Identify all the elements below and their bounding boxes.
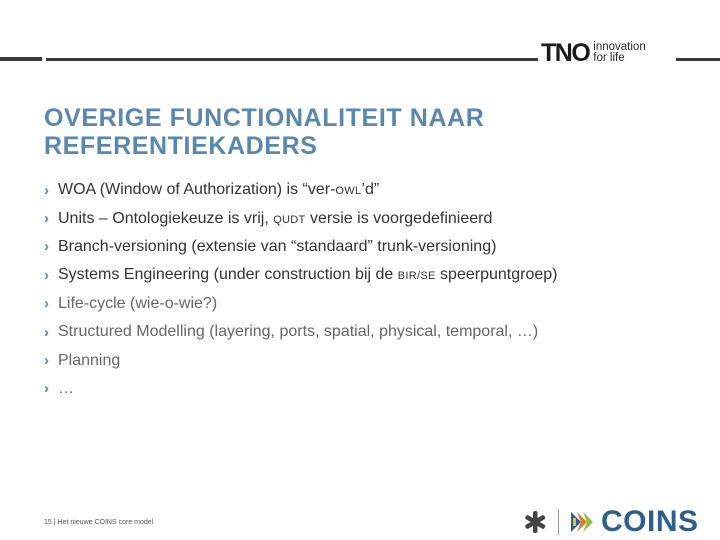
bullet-list	[44, 176, 557, 403]
slide-title	[44, 104, 684, 160]
bullet-arrow-icon: ›	[44, 266, 49, 284]
bullet-item: › Structured Modelling (layering, ports, spatial, physical, temporal, …)	[44, 323, 539, 341]
bullet-arrow-icon: ›	[44, 181, 49, 199]
bullet-arrow-icon: ›	[44, 352, 49, 370]
coins-logo-icon	[567, 508, 595, 536]
star-icon	[522, 509, 548, 535]
bullet-item: › WOA (Window of Authorization) is “ver-OWL’d”	[44, 181, 380, 199]
header-rule	[46, 58, 538, 61]
bullet-arrow-icon: ›	[44, 323, 49, 341]
bullet-item: › Systems Engineering (under construction bij de BIR/SE speerpuntgroep)	[44, 266, 558, 284]
tno-logo	[541, 40, 646, 66]
bullet-item: › …	[44, 379, 74, 398]
header-rule-left	[0, 57, 42, 61]
bullet-arrow-icon: ›	[44, 380, 49, 398]
bullet-item: › Planning	[44, 351, 121, 370]
coins-logo	[522, 505, 699, 539]
slide-title-line-2: REFERENTIEKADERS	[44, 132, 318, 160]
tno-logo-tagline	[593, 42, 645, 64]
header-rule-right	[676, 58, 720, 61]
bullet-item: › Branch-versioning (extensie van “standaard” trunk-versioning)	[44, 237, 497, 256]
tno-logo-mark: TNO	[541, 38, 590, 67]
bullet-arrow-icon: ›	[44, 210, 49, 228]
footer-text: 15 | Het nieuwe COINS core model	[44, 519, 154, 526]
bullet-arrow-icon: ›	[44, 295, 49, 313]
logo-separator	[558, 509, 559, 535]
bullet-item: › Life-cycle (wie-o-wie?)	[44, 294, 218, 313]
tagline-line-1: innovation	[593, 41, 646, 53]
bullet-arrow-icon: ›	[44, 238, 49, 256]
slide-title-line-1: OVERIGE FUNCTIONALITEIT NAAR	[44, 104, 485, 132]
bullet-item: › Units – Ontologiekeuze is vrij, QUDT versie is voorgedefinieerd	[44, 209, 493, 228]
tagline-line-2: for life	[593, 52, 625, 64]
coins-wordmark: COINS	[601, 505, 699, 538]
